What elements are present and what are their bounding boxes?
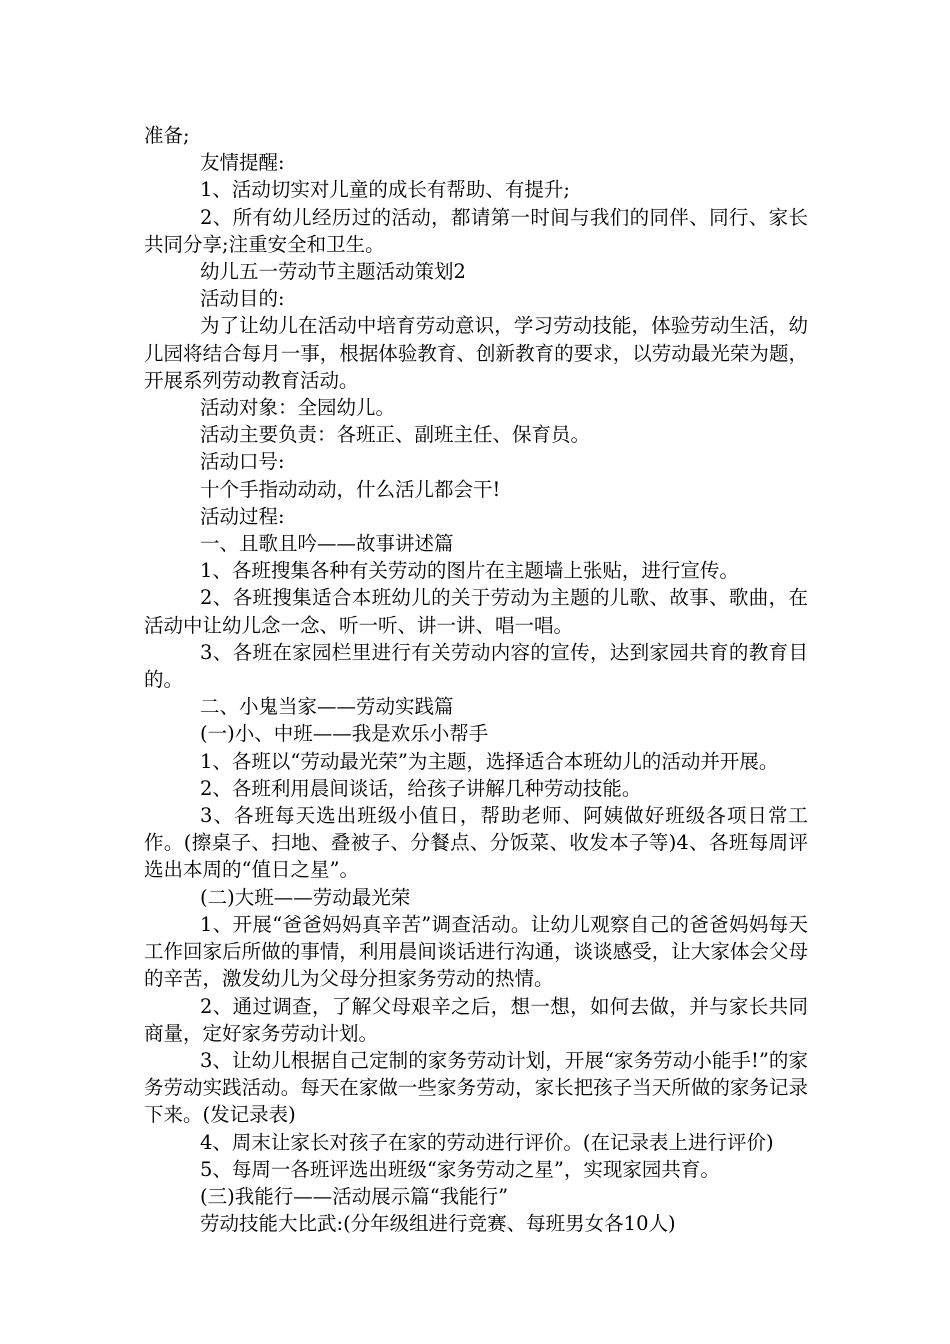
paragraph: 3、各班在家园栏里进行有关劳动内容的宣传，达到家园共育的教育目的。	[144, 640, 808, 692]
section-title: 幼儿五一劳动节主题活动策划2	[200, 260, 466, 284]
paragraph: 2、各班利用晨间谈话，给孩子讲解几种劳动技能。	[200, 776, 642, 800]
paragraph: 3、让幼儿根据自己定制的家务劳动计划，开展“家务劳动小能手!”的家务劳动实践活动。每天在家做一些家务劳动，家长把孩子当天所做的家务记录下来。(发记录表)	[144, 1048, 808, 1127]
paragraph: 3、各班每天选出班级小值日，帮助老师、阿姨做好班级各项日常工作。(擦桌子、扫地、叠被子、分餐点、分饭菜、收发本子等)4、各班每周评选出本周的“值日之星”。	[144, 804, 808, 882]
subsection-heading: (三)我能行——活动展示篇“我能行”	[200, 1184, 509, 1208]
document-body	[144, 122, 808, 1237]
paragraph: 1、开展“爸爸妈妈真辛苦”调查活动。让幼儿观察自己的爸爸妈妈每天工作回家后所做的事情，利用晨间谈话进行沟通，谈谈感受，让大家体会父母的辛苦，激发幼儿为父母分担家务劳动的热情。	[144, 912, 808, 991]
paragraph: 1、活动切实对儿童的成长有帮助、有提升;	[200, 178, 570, 202]
paragraph: 十个手指动动动，什么活儿都会干!	[200, 477, 501, 501]
paragraph: 活动过程:	[200, 504, 285, 528]
paragraph: 友情提醒:	[200, 151, 285, 175]
paragraph: 1、各班以“劳动最光荣”为主题，选择适合本班幼儿的活动并开展。	[200, 749, 779, 773]
paragraph: 1、各班搜集各种有关劳动的图片在主题墙上张贴，进行宣传。	[200, 559, 739, 583]
paragraph: 活动对象：全园幼儿。	[200, 396, 396, 420]
paragraph: 活动口号:	[200, 450, 285, 474]
paragraph: 2、所有幼儿经历过的活动，都请第一时间与我们的同伴、同行、家长共同分享;注重安全和卫生。	[144, 205, 808, 256]
paragraph: 2、通过调查，了解父母艰辛之后，想一想，如何去做，并与家长共同商量，定好家务劳动计划。	[144, 994, 808, 1045]
paragraph: 准备;	[144, 124, 190, 147]
paragraph: 活动主要负责：各班正、副班主任、保育员。	[200, 423, 591, 447]
paragraph: 2、各班搜集适合本班幼儿的关于劳动为主题的儿歌、故事、歌曲，在活动中让幼儿念一念、听一听、讲一讲、唱一唱。	[144, 586, 808, 637]
paragraph: 5、每周一各班评选出班级“家务劳动之星”，实现家园共育。	[200, 1157, 720, 1181]
subsection-heading: (一)小、中班——我是欢乐小帮手	[200, 722, 489, 746]
paragraph: 4、周末让家长对孩子在家的劳动进行评价。(在记录表上进行评价)	[200, 1130, 774, 1154]
paragraph: 活动目的:	[200, 287, 285, 311]
paragraph: 劳动技能大比武:(分年级组进行竞赛、每班男女各10人)	[200, 1212, 676, 1236]
subsection-heading: 二、小鬼当家——劳动实践篇	[200, 695, 454, 719]
paragraph: 为了让幼儿在活动中培育劳动意识，学习劳动技能，体验劳动生活，幼儿园将结合每月一事，根据体验教育、创新教育的要求，以劳动最光荣为题，开展系列劳动教育活动。	[144, 314, 808, 392]
subsection-heading: (二)大班——劳动最光荣	[200, 885, 411, 909]
subsection-heading: 一、且歌且吟——故事讲述篇	[200, 532, 454, 556]
